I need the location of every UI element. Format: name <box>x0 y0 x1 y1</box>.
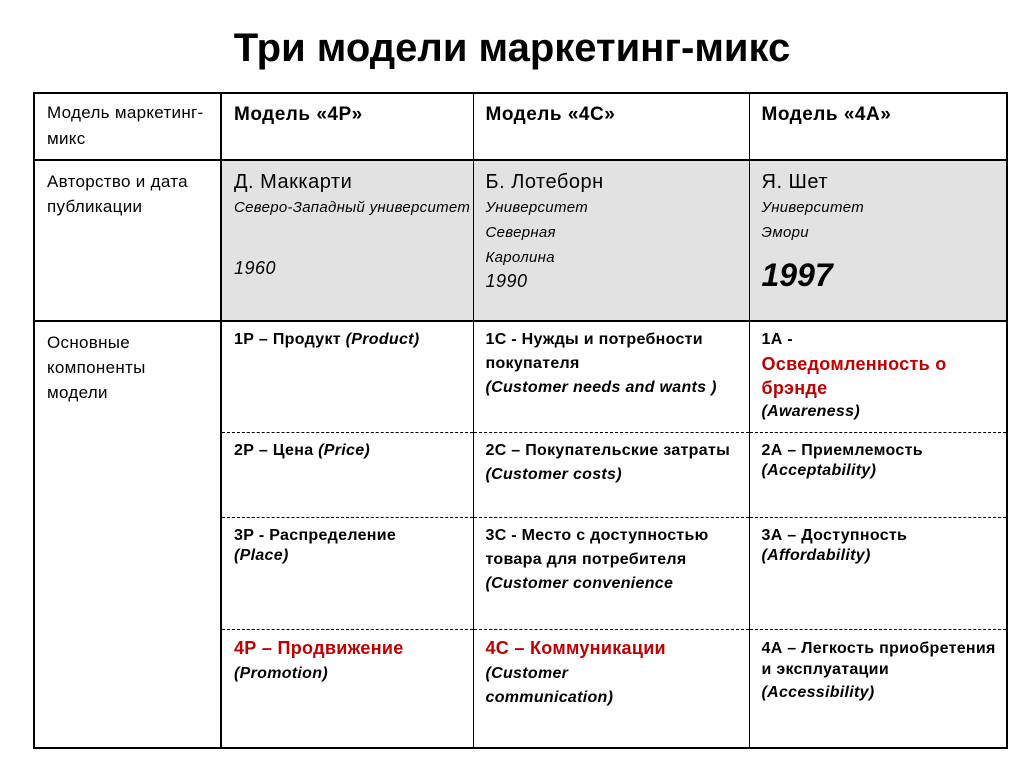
institution-4a: Университет Эмори <box>761 199 865 241</box>
component-4c-3 <box>473 517 749 629</box>
year-4c: 1990 <box>485 271 528 291</box>
component-en: (Affordability) <box>761 546 871 564</box>
author-4p: Д. Маккарти <box>234 171 353 193</box>
component-text: 2Р – Цена <box>234 441 319 459</box>
component-en: (Customer convenience <box>485 574 674 592</box>
component-text: 1Р – Продукт <box>234 331 346 348</box>
component-en: (Customer communication) <box>485 664 614 706</box>
header-cell-4c <box>473 93 749 160</box>
component-en: (Customer needs and wants ) <box>485 379 717 396</box>
page-title: Три модели маркетинг-микс <box>233 26 791 70</box>
component-en: (Place) <box>234 546 289 564</box>
authorship-cell-4p <box>221 160 473 321</box>
author-4c: Б. Лотеборн <box>485 171 604 193</box>
component-text: 3А – Доступность <box>761 526 908 544</box>
component-en: (Awareness) <box>761 403 860 420</box>
component-4a-2 <box>749 432 1007 517</box>
component-4c-2 <box>473 432 749 517</box>
row-label-model: Модель маркетинг-микс <box>47 103 204 148</box>
component-4a-4 <box>749 629 1007 748</box>
authorship-row <box>34 160 1007 321</box>
component-en: (Promotion) <box>234 664 328 682</box>
header-cell-4p <box>221 93 473 160</box>
component-4c-1 <box>473 321 749 432</box>
marketing-mix-table <box>33 92 1008 749</box>
component-highlight: 4Р – Продвижение <box>234 637 404 658</box>
institution-4p: Северо-Западный университет <box>234 199 471 216</box>
component-text: 2А – Приемлемость <box>761 441 923 459</box>
header-cell-4a <box>749 93 1007 160</box>
header-4a: Модель «4А» <box>761 104 892 125</box>
component-en: (Price) <box>318 441 371 459</box>
component-4p-1 <box>221 321 473 432</box>
components-label-cell <box>34 321 221 748</box>
authorship-cell-4a <box>749 160 1007 321</box>
component-en: (Accessibility) <box>761 683 875 701</box>
component-4a-3 <box>749 517 1007 629</box>
authorship-cell-4c <box>473 160 749 321</box>
component-4p-4 <box>221 629 473 748</box>
component-en: (Customer costs) <box>485 465 622 483</box>
header-row <box>34 93 1007 160</box>
component-highlight: 4С – Коммуникации <box>485 637 666 658</box>
year-4a: 1997 <box>761 257 833 293</box>
component-text: 4А – Легкость приобретения и эксплуатации <box>761 639 996 678</box>
component-row-1 <box>34 321 1007 432</box>
authorship-label: Авторство и дата публикации <box>47 172 188 216</box>
row-label-cell <box>34 93 221 160</box>
component-en: (Product) <box>345 331 420 348</box>
component-text: 2С – Покупательские затраты <box>485 441 731 459</box>
component-4c-4 <box>473 629 749 748</box>
author-4a: Я. Шет <box>761 171 829 193</box>
component-4p-2 <box>221 432 473 517</box>
components-label: Основные компоненты модели <box>47 333 146 402</box>
institution-4c: Университет Северная Каролина <box>485 199 589 266</box>
header-4c: Модель «4С» <box>485 104 616 125</box>
component-highlight: Осведомленность о брэнде <box>761 354 947 398</box>
component-prefix: 1А - <box>761 331 793 348</box>
component-text: 3Р - Распределение <box>234 526 397 544</box>
component-text: 3С - Место с доступностью товара для потребителя <box>485 526 709 568</box>
header-4p: Модель «4Р» <box>234 104 363 125</box>
component-4a-1 <box>749 321 1007 432</box>
year-4p: 1960 <box>234 258 277 278</box>
authorship-label-cell <box>34 160 221 321</box>
component-4p-3 <box>221 517 473 629</box>
component-text: 1С - Нужды и потребности покупателя <box>485 331 703 372</box>
component-en: (Acceptability) <box>761 461 877 479</box>
